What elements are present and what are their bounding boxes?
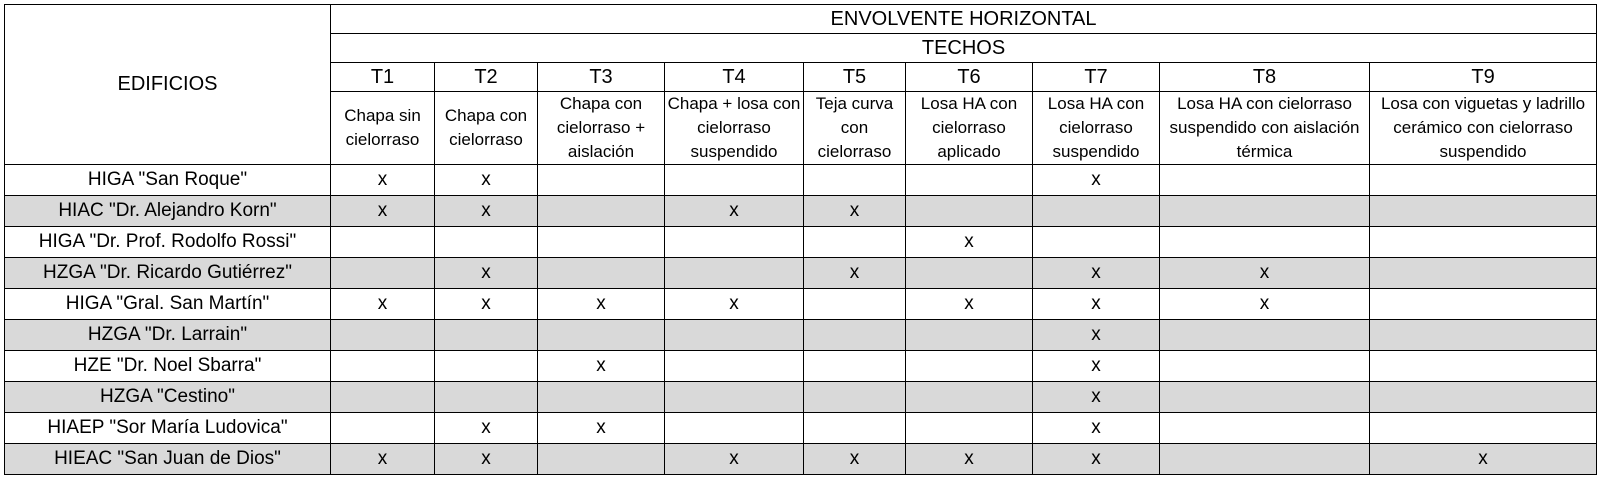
mark-cell	[538, 196, 665, 227]
mark-cell	[804, 227, 906, 258]
mark-cell	[331, 382, 435, 413]
mark-cell	[1370, 258, 1597, 289]
type-code-5: T5	[804, 63, 906, 92]
mark-cell	[804, 413, 906, 444]
mark-cell: x	[1033, 289, 1160, 320]
mark-cell	[665, 382, 804, 413]
mark-cell	[538, 258, 665, 289]
mark-cell	[1370, 320, 1597, 351]
table-row	[5, 227, 1597, 258]
mark-cell	[804, 165, 906, 196]
type-desc-8: Losa HA con cielorraso suspendido con aislación térmica	[1160, 92, 1370, 165]
type-desc-4: Chapa + losa con cielorraso suspendido	[665, 92, 804, 165]
mark-cell	[665, 165, 804, 196]
mark-cell	[1160, 320, 1370, 351]
building-name: HZGA "Dr. Ricardo Gutiérrez"	[5, 258, 331, 289]
mark-cell	[1370, 413, 1597, 444]
table-row	[5, 289, 1597, 320]
mark-cell: x	[435, 196, 538, 227]
mark-cell: x	[435, 444, 538, 475]
mark-cell: x	[1033, 351, 1160, 382]
mark-cell: x	[906, 289, 1033, 320]
edificios-header: EDIFICIOS	[5, 5, 331, 165]
mark-cell	[1160, 382, 1370, 413]
mark-cell	[1160, 196, 1370, 227]
mark-cell: x	[665, 444, 804, 475]
techos-table	[4, 4, 1597, 475]
type-desc-6: Losa HA con cielorraso aplicado	[906, 92, 1033, 165]
mark-cell	[804, 289, 906, 320]
envolvente-header: ENVOLVENTE HORIZONTAL	[331, 5, 1597, 34]
mark-cell: x	[1160, 289, 1370, 320]
mark-cell: x	[1033, 413, 1160, 444]
type-code-2: T2	[435, 63, 538, 92]
mark-cell: x	[435, 413, 538, 444]
building-name: HIEAC "San Juan de Dios"	[5, 444, 331, 475]
type-code-7: T7	[1033, 63, 1160, 92]
mark-cell	[1370, 227, 1597, 258]
mark-cell	[804, 320, 906, 351]
mark-cell	[538, 320, 665, 351]
mark-cell	[1160, 444, 1370, 475]
mark-cell	[1160, 351, 1370, 382]
mark-cell: x	[331, 444, 435, 475]
table-row	[5, 320, 1597, 351]
mark-cell	[804, 351, 906, 382]
mark-cell	[906, 413, 1033, 444]
mark-cell: x	[331, 165, 435, 196]
mark-cell	[665, 351, 804, 382]
mark-cell: x	[1033, 165, 1160, 196]
mark-cell	[1160, 413, 1370, 444]
table-row	[5, 351, 1597, 382]
table-row	[5, 196, 1597, 227]
mark-cell	[906, 382, 1033, 413]
mark-cell: x	[435, 165, 538, 196]
building-name: HIGA "Dr. Prof. Rodolfo Rossi"	[5, 227, 331, 258]
type-code-1: T1	[331, 63, 435, 92]
table-row	[5, 258, 1597, 289]
mark-cell	[665, 320, 804, 351]
mark-cell	[665, 227, 804, 258]
type-desc-3: Chapa con cielorraso + aislación	[538, 92, 665, 165]
table-row	[5, 382, 1597, 413]
mark-cell: x	[665, 289, 804, 320]
techos-header: TECHOS	[331, 34, 1597, 63]
building-name: HZGA "Dr. Larrain"	[5, 320, 331, 351]
building-name: HIGA "San Roque"	[5, 165, 331, 196]
mark-cell: x	[538, 413, 665, 444]
mark-cell: x	[1033, 320, 1160, 351]
mark-cell	[435, 351, 538, 382]
mark-cell	[906, 165, 1033, 196]
mark-cell: x	[665, 196, 804, 227]
mark-cell: x	[906, 444, 1033, 475]
mark-cell	[538, 165, 665, 196]
type-desc-2: Chapa con cielorraso	[435, 92, 538, 165]
mark-cell: x	[331, 196, 435, 227]
mark-cell	[1370, 165, 1597, 196]
mark-cell	[665, 413, 804, 444]
mark-cell	[435, 382, 538, 413]
mark-cell	[331, 351, 435, 382]
type-desc-9: Losa con viguetas y ladrillo cerámico con cielorraso suspendido	[1370, 92, 1597, 165]
table-row	[5, 165, 1597, 196]
mark-cell	[1033, 227, 1160, 258]
mark-cell	[1160, 227, 1370, 258]
mark-cell: x	[435, 289, 538, 320]
mark-cell: x	[804, 196, 906, 227]
mark-cell: x	[1160, 258, 1370, 289]
mark-cell	[906, 320, 1033, 351]
mark-cell: x	[435, 258, 538, 289]
mark-cell	[906, 351, 1033, 382]
type-desc-1: Chapa sin cielorraso	[331, 92, 435, 165]
mark-cell	[906, 196, 1033, 227]
mark-cell	[1370, 382, 1597, 413]
mark-cell: x	[1033, 444, 1160, 475]
building-name: HZGA "Cestino"	[5, 382, 331, 413]
type-code-6: T6	[906, 63, 1033, 92]
mark-cell	[538, 382, 665, 413]
type-code-3: T3	[538, 63, 665, 92]
mark-cell: x	[331, 289, 435, 320]
mark-cell	[435, 227, 538, 258]
type-code-8: T8	[1160, 63, 1370, 92]
mark-cell: x	[538, 289, 665, 320]
mark-cell	[906, 258, 1033, 289]
mark-cell: x	[1033, 382, 1160, 413]
mark-cell	[1370, 196, 1597, 227]
mark-cell	[1033, 196, 1160, 227]
mark-cell	[331, 413, 435, 444]
mark-cell	[1370, 289, 1597, 320]
mark-cell	[538, 227, 665, 258]
type-desc-5: Teja curva con cielorraso	[804, 92, 906, 165]
building-name: HZE "Dr. Noel Sbarra"	[5, 351, 331, 382]
mark-cell: x	[1033, 258, 1160, 289]
table-row	[5, 413, 1597, 444]
mark-cell	[538, 444, 665, 475]
type-code-9: T9	[1370, 63, 1597, 92]
table-body	[5, 165, 1597, 475]
table-row	[5, 444, 1597, 475]
building-name: HIGA "Gral. San Martín"	[5, 289, 331, 320]
mark-cell: x	[804, 444, 906, 475]
mark-cell	[804, 382, 906, 413]
mark-cell: x	[804, 258, 906, 289]
mark-cell	[665, 258, 804, 289]
building-name: HIAEP "Sor María Ludovica"	[5, 413, 331, 444]
mark-cell	[1160, 165, 1370, 196]
type-code-4: T4	[665, 63, 804, 92]
mark-cell	[331, 227, 435, 258]
mark-cell	[435, 320, 538, 351]
mark-cell: x	[1370, 444, 1597, 475]
mark-cell	[1370, 351, 1597, 382]
mark-cell	[331, 258, 435, 289]
building-name: HIAC "Dr. Alejandro Korn"	[5, 196, 331, 227]
type-desc-7: Losa HA con cielorraso suspendido	[1033, 92, 1160, 165]
mark-cell: x	[538, 351, 665, 382]
mark-cell	[331, 320, 435, 351]
mark-cell: x	[906, 227, 1033, 258]
